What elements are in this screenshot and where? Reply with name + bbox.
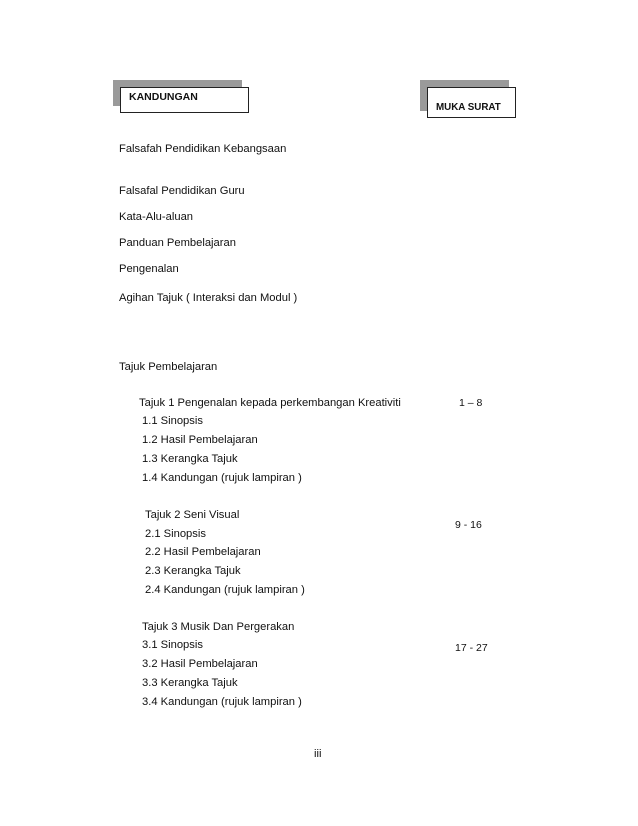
front-matter-item: Agihan Tajuk ( Interaksi dan Modul ) — [119, 292, 298, 304]
topic-page-range: 9 - 16 — [455, 519, 482, 531]
front-matter-item: Pengenalan — [119, 263, 179, 275]
topic-item: 3.3 Kerangka Tajuk — [142, 677, 238, 689]
footer-page-number: iii — [314, 748, 322, 760]
page-header-box — [420, 80, 516, 118]
front-matter-item: Kata-Alu-aluan — [119, 211, 194, 223]
topic-item: 1.3 Kerangka Tajuk — [142, 453, 238, 465]
section-heading: Tajuk Pembelajaran — [119, 361, 218, 373]
topic-item: 1.4 Kandungan (rujuk lampiran ) — [142, 472, 302, 484]
front-matter-item: Falsafal Pendidikan Guru — [119, 185, 245, 197]
topic-item: 2.1 Sinopsis — [145, 528, 206, 540]
topic-item: 2.4 Kandungan (rujuk lampiran ) — [145, 584, 305, 596]
topic-item: 2.3 Kerangka Tajuk — [145, 565, 241, 577]
topic-title: Tajuk 3 Musik Dan Pergerakan — [142, 621, 295, 633]
topic-item: 3.1 Sinopsis — [142, 639, 203, 651]
topic-title: Tajuk 1 Pengenalan kepada perkembangan Kreativiti — [139, 397, 401, 409]
topic-item: 1.2 Hasil Pembelajaran — [142, 434, 258, 446]
contents-header-label: KANDUNGAN — [120, 87, 249, 113]
topic-item: 3.2 Hasil Pembelajaran — [142, 658, 258, 670]
contents-header-box — [113, 80, 249, 113]
topic-page-range: 17 - 27 — [455, 642, 488, 654]
topic-title: Tajuk 2 Seni Visual — [145, 509, 240, 521]
front-matter-item: Falsafah Pendidikan Kebangsaan — [119, 143, 287, 155]
front-matter-item: Panduan Pembelajaran — [119, 237, 236, 249]
page-header-label: MUKA SURAT — [427, 87, 516, 118]
topic-page-range: 1 – 8 — [459, 397, 483, 409]
topic-item: 3.4 Kandungan (rujuk lampiran ) — [142, 696, 302, 708]
topic-item: 2.2 Hasil Pembelajaran — [145, 546, 261, 558]
topic-item: 1.1 Sinopsis — [142, 415, 203, 427]
